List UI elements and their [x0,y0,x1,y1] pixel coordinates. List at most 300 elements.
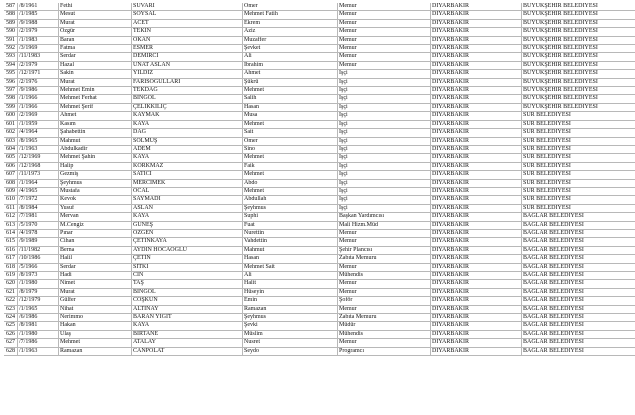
last-name-cell: FARISOĞULLARI [132,78,243,86]
last-name-cell: KAYA [132,154,243,162]
row-number-cell: 613 [4,221,18,229]
city-cell: DİYARBAKIR [431,61,522,69]
birth-date-cell: /2/1979 [18,28,59,36]
job-title-cell: Memur [338,280,431,288]
father-name-cell: Mehmet [243,171,338,179]
job-title-cell: Memur [338,28,431,36]
row-number-cell: 597 [4,87,18,95]
first-name-cell: Mesut [59,11,132,19]
first-name-cell: Mehmet [59,339,132,347]
table-row [4,103,635,111]
city-cell: DİYARBAKIR [431,78,522,86]
institution-cell: BAĞLAR BELEDİYESİ [522,263,635,271]
city-cell: DİYARBAKIR [431,213,522,221]
job-title-cell: Memur [338,53,431,61]
institution-cell: BAĞLAR BELEDİYESİ [522,229,635,237]
first-name-cell: Şahabettin [59,129,132,137]
institution-cell: SUR BELEDİYESİ [522,145,635,153]
first-name-cell: Halip [59,162,132,170]
institution-cell: BAĞLAR BELEDİYESİ [522,297,635,305]
first-name-cell: Ulaş [59,330,132,338]
row-number-cell: 611 [4,204,18,212]
table-row [4,314,635,322]
table-row [4,246,635,254]
row-number-cell: 624 [4,314,18,322]
birth-date-cell: /12/1971 [18,70,59,78]
institution-cell: BAĞLAR BELEDİYESİ [522,272,635,280]
institution-cell: BAĞLAR BELEDİYESİ [522,288,635,296]
institution-cell: BAĞLAR BELEDİYESİ [522,280,635,288]
institution-cell: BÜYÜKŞEHİR BELEDİYESİ [522,36,635,44]
city-cell: DİYARBAKIR [431,297,522,305]
table-row [4,61,635,69]
birth-date-cell: /8/1965 [18,137,59,145]
city-cell: DİYARBAKIR [431,11,522,19]
job-title-cell: İşçi [338,103,431,111]
table-row [4,162,635,170]
table-row [4,145,635,153]
city-cell: DİYARBAKIR [431,129,522,137]
first-name-cell: Mervan [59,213,132,221]
institution-cell: SUR BELEDİYESİ [522,129,635,137]
city-cell: DİYARBAKIR [431,53,522,61]
father-name-cell: Abdo [243,179,338,187]
city-cell: DİYARBAKIR [431,272,522,280]
row-number-cell: 610 [4,196,18,204]
institution-cell: BÜYÜKŞEHİR BELEDİYESİ [522,70,635,78]
job-title-cell: İşçi [338,87,431,95]
birth-date-cell: /12/1969 [18,154,59,162]
last-name-cell: ESMER [132,45,243,53]
father-name-cell: Şeyhmus [243,314,338,322]
last-name-cell: ATALAY [132,339,243,347]
city-cell: DİYARBAKIR [431,288,522,296]
last-name-cell: ALTINAY [132,305,243,313]
institution-cell: BAĞLAR BELEDİYESİ [522,255,635,263]
job-title-cell: İşçi [338,70,431,78]
table-row [4,28,635,36]
row-number-cell: 589 [4,19,18,27]
institution-cell: SUR BELEDİYESİ [522,162,635,170]
first-name-cell: Hazal [59,61,132,69]
first-name-cell: Ahmet [59,112,132,120]
birth-date-cell: /11/1982 [18,246,59,254]
birth-date-cell: /1/1985 [18,11,59,19]
first-name-cell: Serdar [59,263,132,271]
table-row [4,280,635,288]
job-title-cell: Memur [338,288,431,296]
last-name-cell: GÜNEŞ [132,221,243,229]
city-cell: DİYARBAKIR [431,263,522,271]
father-name-cell: Ramazan [243,305,338,313]
table-row [4,112,635,120]
table-row [4,272,635,280]
first-name-cell: Murat [59,19,132,27]
last-name-cell: CİN [132,272,243,280]
birth-date-cell: /7/1981 [18,213,59,221]
father-name-cell: Şevki [243,322,338,330]
table-row [4,87,635,95]
table-row [4,129,635,137]
table-row [4,213,635,221]
institution-cell: BÜYÜKŞEHİR BELEDİYESİ [522,53,635,61]
row-number-cell: 620 [4,280,18,288]
institution-cell: SUR BELEDİYESİ [522,137,635,145]
job-title-cell: İşçi [338,112,431,120]
row-number-cell: 588 [4,11,18,19]
city-cell: DİYARBAKIR [431,162,522,170]
institution-cell: SUR BELEDİYESİ [522,204,635,212]
row-number-cell: 587 [4,3,18,11]
table-row [4,221,635,229]
job-title-cell: Mühendis [338,330,431,338]
job-title-cell: Programcı [338,347,431,355]
birth-date-cell: /5/1970 [18,221,59,229]
row-number-cell: 623 [4,305,18,313]
birth-date-cell: /1/1966 [18,103,59,111]
city-cell: DİYARBAKIR [431,45,522,53]
father-name-cell: Şevket [243,45,338,53]
father-name-cell: Halit [243,280,338,288]
last-name-cell: SOYSAL [132,11,243,19]
last-name-cell: MERCİMEK [132,179,243,187]
father-name-cell: Ekrem [243,19,338,27]
table-row [4,53,635,61]
city-cell: DİYARBAKIR [431,171,522,179]
birth-date-cell: /11/1983 [18,53,59,61]
table-row [4,204,635,212]
first-name-cell: Şeyhmus [59,179,132,187]
first-name-cell: Gezmiş [59,171,132,179]
institution-cell: BAĞLAR BELEDİYESİ [522,347,635,355]
birth-date-cell: /6/1986 [18,314,59,322]
job-title-cell: Memur [338,3,431,11]
father-name-cell: Mehmet [243,87,338,95]
institution-cell: BÜYÜKŞEHİR BELEDİYESİ [522,11,635,19]
row-number-cell: 628 [4,347,18,355]
first-name-cell: Kasım [59,120,132,128]
institution-cell: BÜYÜKŞEHİR BELEDİYESİ [522,78,635,86]
row-number-cell: 605 [4,154,18,162]
birth-date-cell: /9/1986 [18,87,59,95]
job-title-cell: Memur [338,61,431,69]
birth-date-cell: /11/1973 [18,171,59,179]
row-number-cell: 595 [4,70,18,78]
row-number-cell: 617 [4,255,18,263]
institution-cell: SUR BELEDİYESİ [522,120,635,128]
father-name-cell: Fuat [243,221,338,229]
table-row [4,171,635,179]
table-row [4,120,635,128]
institution-cell: BAĞLAR BELEDİYESİ [522,339,635,347]
father-name-cell: Seydo [243,347,338,355]
city-cell: DİYARBAKIR [431,28,522,36]
last-name-cell: BARAN YİĞİT [132,314,243,322]
last-name-cell: BİNGÖL [132,288,243,296]
birth-date-cell: /12/1968 [18,162,59,170]
birth-date-cell: /1/1965 [18,305,59,313]
row-number-cell: 607 [4,171,18,179]
last-name-cell: KAYA [132,120,243,128]
job-title-cell: Memur [338,238,431,246]
table-row [4,154,635,162]
birth-date-cell: /2/1976 [18,78,59,86]
last-name-cell: SATICI [132,171,243,179]
institution-cell: BÜYÜKŞEHİR BELEDİYESİ [522,103,635,111]
birth-date-cell: /9/1989 [18,238,59,246]
row-number-cell: 608 [4,179,18,187]
last-name-cell: ÖZGEN [132,229,243,237]
job-title-cell: İşçi [338,196,431,204]
table-row [4,330,635,338]
row-number-cell: 614 [4,229,18,237]
first-name-cell: Murat [59,288,132,296]
job-title-cell: Mali Hizm.Müd [338,221,431,229]
job-title-cell: İşçi [338,78,431,86]
table-row [4,255,635,263]
father-name-cell: Hasan [243,103,338,111]
city-cell: DİYARBAKIR [431,112,522,120]
birth-date-cell: /2/1979 [18,61,59,69]
institution-cell: BÜYÜKŞEHİR BELEDİYESİ [522,28,635,36]
birth-date-cell: /1/1980 [18,330,59,338]
job-title-cell: İşçi [338,95,431,103]
row-number-cell: 601 [4,120,18,128]
father-name-cell: Musa [243,112,338,120]
last-name-cell: ÇELİKKILIÇ [132,103,243,111]
birth-date-cell: /5/1966 [18,263,59,271]
job-title-cell: İşçi [338,129,431,137]
birth-date-cell: /7/1972 [18,196,59,204]
row-number-cell: 599 [4,103,18,111]
father-name-cell: Müslim [243,330,338,338]
birth-date-cell: /12/1979 [18,297,59,305]
father-name-cell: Ahmet [243,70,338,78]
row-number-cell: 627 [4,339,18,347]
first-name-cell: Murat [59,78,132,86]
first-name-cell: Yusuf [59,204,132,212]
first-name-cell: Abdulkadir [59,145,132,153]
father-name-cell: Faik [243,162,338,170]
first-name-cell: Mehmet Şerif [59,103,132,111]
father-name-cell: Mehmet [243,187,338,195]
father-name-cell: Vahdettin [243,238,338,246]
job-title-cell: İşçi [338,171,431,179]
institution-cell: BAĞLAR BELEDİYESİ [522,238,635,246]
birth-date-cell: /1/1963 [18,145,59,153]
institution-cell: BAĞLAR BELEDİYESİ [522,246,635,254]
job-title-cell: İşçi [338,162,431,170]
first-name-cell: Halil [59,255,132,263]
institution-cell: BAĞLAR BELEDİYESİ [522,305,635,313]
last-name-cell: BİNGÖL [132,95,243,103]
table-row [4,78,635,86]
father-name-cell: Abdullah [243,196,338,204]
last-name-cell: ASLAN [132,204,243,212]
last-name-cell: SÜVARİ [132,3,243,11]
table-row [4,297,635,305]
first-name-cell: Fethi [59,3,132,11]
institution-cell: SUR BELEDİYESİ [522,171,635,179]
first-name-cell: Mehmet Emin [59,87,132,95]
row-number-cell: 616 [4,246,18,254]
job-title-cell: Memur [338,229,431,237]
row-number-cell: 590 [4,28,18,36]
first-name-cell: Berna [59,246,132,254]
last-name-cell: ADEM [132,145,243,153]
row-number-cell: 591 [4,36,18,44]
job-title-cell: Mühendis [338,272,431,280]
city-cell: DİYARBAKIR [431,229,522,237]
row-number-cell: 604 [4,145,18,153]
father-name-cell: Muzaffer [243,36,338,44]
last-name-cell: AYDIN HOCAOĞLU [132,246,243,254]
city-cell: DİYARBAKIR [431,36,522,44]
birth-date-cell: /8/1961 [18,3,59,11]
job-title-cell: Şehir Plancısı [338,246,431,254]
personnel-table [4,3,635,356]
birth-date-cell: /8/1979 [18,288,59,296]
last-name-cell: KAYA [132,213,243,221]
birth-date-cell: /3/1969 [18,45,59,53]
last-name-cell: TEKİN [132,28,243,36]
row-number-cell: 612 [4,213,18,221]
city-cell: DİYARBAKIR [431,95,522,103]
city-cell: DİYARBAKIR [431,280,522,288]
row-number-cell: 594 [4,61,18,69]
city-cell: DİYARBAKIR [431,70,522,78]
city-cell: DİYARBAKIR [431,255,522,263]
father-name-cell: Şükrü [243,78,338,86]
job-title-cell: Memur [338,19,431,27]
job-title-cell: Memur [338,45,431,53]
row-number-cell: 618 [4,263,18,271]
institution-cell: SUR BELEDİYESİ [522,154,635,162]
first-name-cell: Mehmet Ferhat [59,95,132,103]
father-name-cell: Ali [243,53,338,61]
city-cell: DİYARBAKIR [431,339,522,347]
city-cell: DİYARBAKIR [431,314,522,322]
last-name-cell: UNAT ASLAN [132,61,243,69]
row-number-cell: 598 [4,95,18,103]
table-body [4,3,635,356]
job-title-cell: İşçi [338,179,431,187]
birth-date-cell: /4/1978 [18,229,59,237]
first-name-cell: Nihat [59,305,132,313]
birth-date-cell: /8/1984 [18,204,59,212]
row-number-cell: 593 [4,53,18,61]
row-number-cell: 596 [4,78,18,86]
job-title-cell: İşçi [338,187,431,195]
city-cell: DİYARBAKIR [431,238,522,246]
birth-date-cell: /8/1981 [18,322,59,330]
first-name-cell: Hakan [59,322,132,330]
last-name-cell: ÇETİNKAYA [132,238,243,246]
row-number-cell: 609 [4,187,18,195]
table-row [4,3,635,11]
last-name-cell: ACET [132,19,243,27]
row-number-cell: 606 [4,162,18,170]
first-name-cell: Hadi [59,272,132,280]
father-name-cell: İbrahim [243,61,338,69]
table-row [4,137,635,145]
last-name-cell: DAĞ [132,129,243,137]
job-title-cell: Zabıta Memuru [338,255,431,263]
table-row [4,288,635,296]
city-cell: DİYARBAKIR [431,330,522,338]
institution-cell: SUR BELEDİYESİ [522,112,635,120]
table-row [4,347,635,355]
row-number-cell: 615 [4,238,18,246]
birth-date-cell: /10/1986 [18,255,59,263]
job-title-cell: Memur [338,339,431,347]
last-name-cell: SOLMUŞ [132,137,243,145]
first-name-cell: Mustafa [59,187,132,195]
job-title-cell: İşçi [338,137,431,145]
father-name-cell: Mehmet Sait [243,263,338,271]
row-number-cell: 626 [4,330,18,338]
last-name-cell: KORKMAZ [132,162,243,170]
city-cell: DİYARBAKIR [431,137,522,145]
table-row [4,45,635,53]
table-row [4,305,635,313]
row-number-cell: 603 [4,137,18,145]
row-number-cell: 625 [4,322,18,330]
institution-cell: SUR BELEDİYESİ [522,179,635,187]
city-cell: DİYARBAKIR [431,145,522,153]
institution-cell: BAĞLAR BELEDİYESİ [522,330,635,338]
job-title-cell: Memur [338,36,431,44]
first-name-cell: Sakin [59,70,132,78]
city-cell: DİYARBAKIR [431,87,522,95]
table-row [4,36,635,44]
institution-cell: BÜYÜKŞEHİR BELEDİYESİ [522,87,635,95]
job-title-cell: Memur [338,305,431,313]
job-title-cell: İşçi [338,120,431,128]
job-title-cell: İşçi [338,154,431,162]
institution-cell: SUR BELEDİYESİ [522,196,635,204]
row-number-cell: 592 [4,45,18,53]
institution-cell: BÜYÜKŞEHİR BELEDİYESİ [522,19,635,27]
last-name-cell: COŞKUN [132,297,243,305]
job-title-cell: Memur [338,11,431,19]
institution-cell: BAĞLAR BELEDİYESİ [522,213,635,221]
father-name-cell: Mehmet [243,120,338,128]
birth-date-cell: /2/1969 [18,112,59,120]
first-name-cell: M.Cengiz [59,221,132,229]
row-number-cell: 621 [4,288,18,296]
city-cell: DİYARBAKIR [431,221,522,229]
city-cell: DİYARBAKIR [431,103,522,111]
first-name-cell: Ramazan [59,347,132,355]
table-row [4,339,635,347]
last-name-cell: ÖCAL [132,187,243,195]
birth-date-cell: /9/1988 [18,19,59,27]
first-name-cell: Nerimmo [59,314,132,322]
first-name-cell: Gülfer [59,297,132,305]
birth-date-cell: /4/1965 [18,187,59,195]
birth-date-cell: /1/1964 [18,179,59,187]
birth-date-cell: /7/1986 [18,339,59,347]
table-row [4,19,635,27]
father-name-cell: Şeyhmus [243,204,338,212]
institution-cell: BAĞLAR BELEDİYESİ [522,221,635,229]
job-title-cell: İşçi [338,204,431,212]
last-name-cell: TEKDAĞ [132,87,243,95]
city-cell: DİYARBAKIR [431,187,522,195]
first-name-cell: Baran [59,36,132,44]
father-name-cell: Aziz [243,28,338,36]
